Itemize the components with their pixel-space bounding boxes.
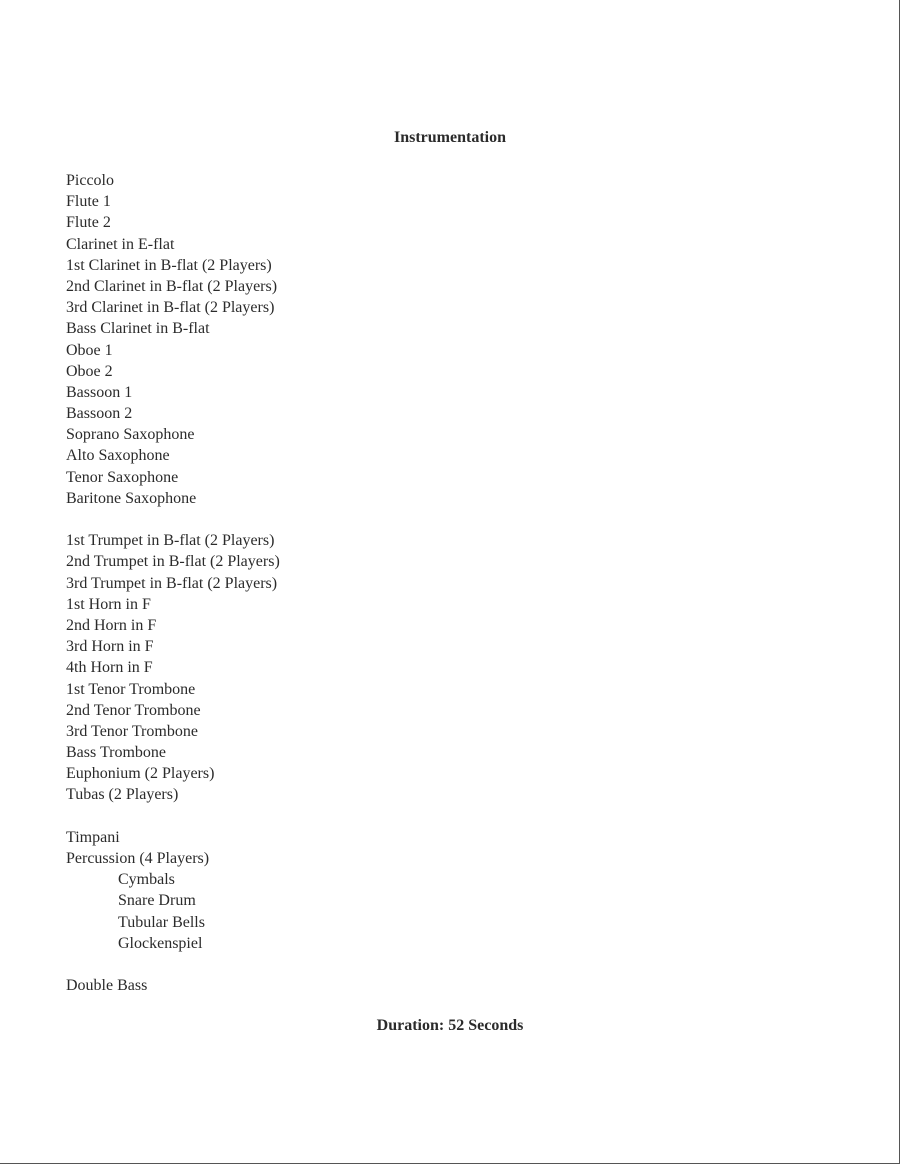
instrument-item: Piccolo [66, 172, 114, 189]
instrument-item: Bassoon 2 [66, 405, 133, 423]
instrument-item: Timpani [66, 828, 120, 846]
instrument-item: 1st Tenor Trombone [66, 680, 196, 698]
instrument-item: 2nd Clarinet in B-flat (2 Players) [66, 277, 278, 295]
instrument-item: Double Bass [66, 977, 148, 995]
instrument-item: Flute 2 [66, 214, 111, 232]
instrument-item: Flute 1 [66, 193, 111, 211]
instrument-item: 2nd Trumpet in B-flat (2 Players) [66, 553, 280, 571]
instrument-item: Tubas (2 Players) [66, 786, 179, 804]
instrument-list [66, 170, 280, 996]
instrument-item: 1st Horn in F [66, 595, 151, 613]
page-title: Instrumentation [393, 129, 506, 146]
duration-text: Duration: 52 Seconds [376, 1017, 524, 1034]
percussion-instrument: Cymbals [118, 871, 175, 889]
instrument-item: Bass Trombone [66, 744, 167, 762]
instrument-item: 3rd Trumpet in B-flat (2 Players) [66, 574, 278, 592]
instrument-item: Oboe 1 [66, 341, 113, 359]
instrument-item: Alto Saxophone [66, 447, 170, 465]
instrument-item: Tenor Saxophone [66, 468, 179, 486]
instrument-item: Bass Clarinet in B-flat [66, 320, 210, 338]
instrument-item: 1st Trumpet in B-flat (2 Players) [66, 532, 275, 550]
section-gap [66, 509, 280, 530]
instrument-item: Euphonium (2 Players) [66, 765, 215, 783]
instrument-item: 2nd Tenor Trombone [66, 701, 201, 719]
instrument-item: 2nd Horn in F [66, 616, 157, 634]
section-gap [66, 954, 280, 975]
instrument-item: Soprano Saxophone [66, 426, 195, 444]
percussion-instrument: Snare Drum [118, 892, 196, 910]
instrument-item: 4th Horn in F [66, 659, 153, 677]
instrument-item: 1st Clarinet in B-flat (2 Players) [66, 256, 272, 274]
instrument-item: 3rd Tenor Trombone [66, 722, 198, 740]
instrument-item: Bassoon 1 [66, 383, 133, 401]
percussion-instrument: Glockenspiel [118, 934, 203, 952]
instrument-item: 3rd Horn in F [66, 638, 154, 656]
percussion-label: Percussion (4 Players) [66, 850, 210, 867]
instrument-item: Clarinet in E-flat [66, 235, 175, 253]
instrument-item: 3rd Clarinet in B-flat (2 Players) [66, 299, 275, 317]
instrument-item: Baritone Saxophone [66, 489, 197, 507]
percussion-instrument: Tubular Bells [118, 913, 205, 931]
instrument-item: Oboe 2 [66, 362, 113, 380]
section-gap [66, 806, 280, 827]
